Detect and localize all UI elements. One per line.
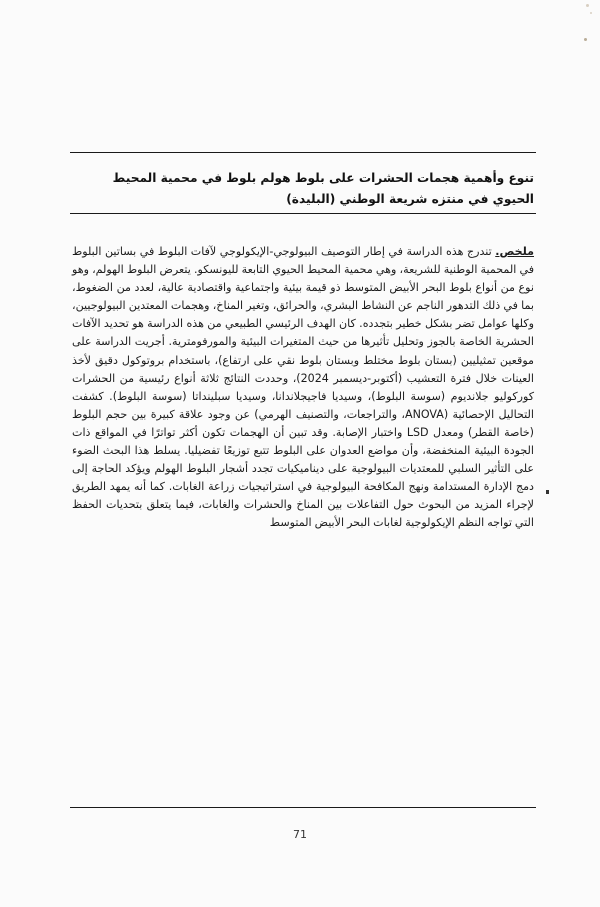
scan-speck bbox=[590, 12, 592, 14]
scan-speck bbox=[586, 4, 589, 7]
abstract-paragraph bbox=[72, 243, 534, 533]
abstract-label: ملخص. bbox=[495, 245, 534, 258]
scan-speck bbox=[584, 38, 587, 41]
footer-rule bbox=[70, 807, 536, 808]
paper-title: تنوع وأهمية هجمات الحشرات على بلوط هولم بلوط في محمية المحيط الحيوي في منتزه شريعة الوطني (البليدة) bbox=[112, 171, 534, 206]
page-number: 71 bbox=[293, 828, 307, 841]
stray-bullet-mark bbox=[546, 490, 549, 494]
abstract-body: تندرج هذه الدراسة في إطار التوصيف البيولوجي-الإيكولوجي لآفات البلوط في بساتين البلوط في المحمية الوطنية للشريعة، وهي محمية المحيط الحيوي التابعة لليونسكو. يتعرض البلوط الهولم، وهو نوع من أنواع بلوط البحر الأبيض المتوسط ذو قيمة بيئية واجتماعية واقتصادية عالية، لعدد من الضغوط، بما في ذلك التدهور الناجم عن النشاط البشري، والحرائق، وتغير المناخ، وهجمات المعتدين البيولوجيين، وكلها عوامل تضر بشكل خطير بتجدده. كان الهدف الرئيسي الطبيعي من هذه الدراسة هو تحديد الآفات الحشرية الخاصة بالجوز وتحليل تأثيرها من حيث المتغيرات البيئية والمورفومترية. أجريت الدراسة على موقعين تمثيليين (بستان بلوط مختلط وبستان بلوط نقي على ارتفاع)، باستخدام بروتوكول دقيق لأخذ العينات خلال فترة التعشيب (أكتوبر-ديسمبر 2024)، وحددت النتائج ثلاثة أنواع رئيسية من الحشرات كوركوليو جلانديوم (سوسة البلوط)، وسيديا فاجيجلاندانا، وسيديا سبلينداتا (سوسة البلوط). كشفت التحاليل الإحصائية (ANOVA، والتراجعات، والتصنيف الهرمي) عن وجود علاقة كبيرة بين حجم البلوط (خاصة القطر) ومعدل LSD واختبار الإصابة. وقد تبين أن الهجمات تكون أكثر تواترًا في المواقع ذات الجودة البيئية المنخفضة، وأن مواضع العدوان على البلوط تتبع توزيعًا تفضيليا. يسلط هذا البحث الضوء على التأثير السلبي للمعتديات البيولوجية على ديناميكيات تجدد أشجار البلوط الهولم ويؤكد الحاجة إلى دمج الإدارة المستدامة ونهج المكافحة البيولوجية في استراتيجيات زراعة الغابات. كما أنه يمهد الطريق لإجراء المزيد من البحوث حول التفاعلات بين المناخ والحشرات والغابات، فيما يتعلق بتحديات الحفظ التي تواجه النظم الإيكولوجية لغابات البحر الأبيض المتوسط bbox=[72, 245, 535, 530]
title-top-rule bbox=[70, 152, 536, 153]
title-bottom-rule bbox=[70, 213, 536, 214]
